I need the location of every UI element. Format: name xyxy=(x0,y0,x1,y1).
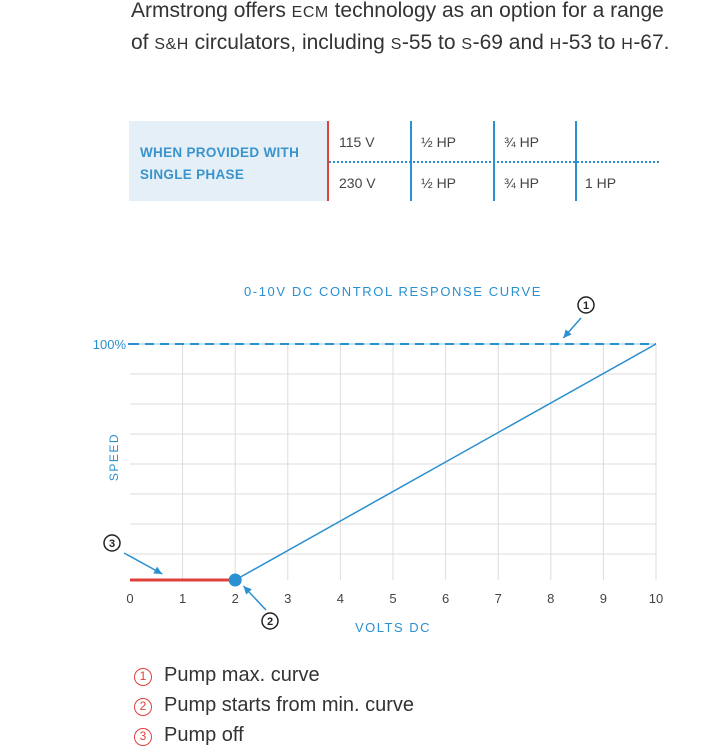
legend-text: Pump max. curve xyxy=(164,664,320,686)
header-line-1: WHEN PROVIDED WITH xyxy=(140,145,300,160)
x-axis-label: VOLTS DC xyxy=(354,620,432,635)
x-tick-label: 0 xyxy=(126,591,134,606)
callout-3-number: 3 xyxy=(108,538,116,550)
legend-text: Pump off xyxy=(164,724,244,746)
control-response-chart xyxy=(0,260,701,655)
y-axis-label: SPEED xyxy=(107,432,121,482)
legend-text: Pump starts from min. curve xyxy=(164,694,415,716)
x-tick-label: 8 xyxy=(547,591,555,606)
x-tick-label: 5 xyxy=(389,591,397,606)
start-point-marker xyxy=(229,574,242,587)
voltage-115: 115 V xyxy=(339,134,375,150)
x-tick-label: 9 xyxy=(599,591,608,606)
voltage-230: 230 V xyxy=(339,175,376,191)
legend-number: 2 xyxy=(134,698,152,716)
x-tick-label: 2 xyxy=(231,591,239,606)
legend-number: 3 xyxy=(134,728,152,746)
hp-115-b: ¾ HP xyxy=(504,134,540,150)
power-table xyxy=(129,121,669,201)
intro-paragraph: Armstrong offers ECM technology as an option for a range of S&H circulators, including S-55 to S-69 and H-53 to H-67. xyxy=(131,0,670,54)
hp-115-a: ½ HP xyxy=(421,134,457,150)
callout-2-number: 2 xyxy=(266,616,274,628)
y-tick-label: 100% xyxy=(92,337,126,352)
x-tick-label: 3 xyxy=(284,591,292,606)
hp-230-c: 1 HP xyxy=(585,175,617,191)
x-tick-label: 7 xyxy=(494,591,502,606)
callout-1-number: 1 xyxy=(582,300,590,312)
hp-230-a: ½ HP xyxy=(421,175,457,191)
power-table-header xyxy=(129,121,327,201)
x-tick-label: 4 xyxy=(336,591,345,606)
chart-title: 0-10V DC CONTROL RESPONSE CURVE xyxy=(243,284,543,299)
x-tick-label: 10 xyxy=(648,591,664,606)
row-divider xyxy=(329,161,659,163)
x-tick-label: 1 xyxy=(178,591,187,606)
header-line-2: SINGLE PHASE xyxy=(140,167,245,182)
hp-230-b: ¾ HP xyxy=(504,175,540,191)
x-tick-label: 6 xyxy=(441,591,450,606)
legend-number: 1 xyxy=(134,668,152,686)
